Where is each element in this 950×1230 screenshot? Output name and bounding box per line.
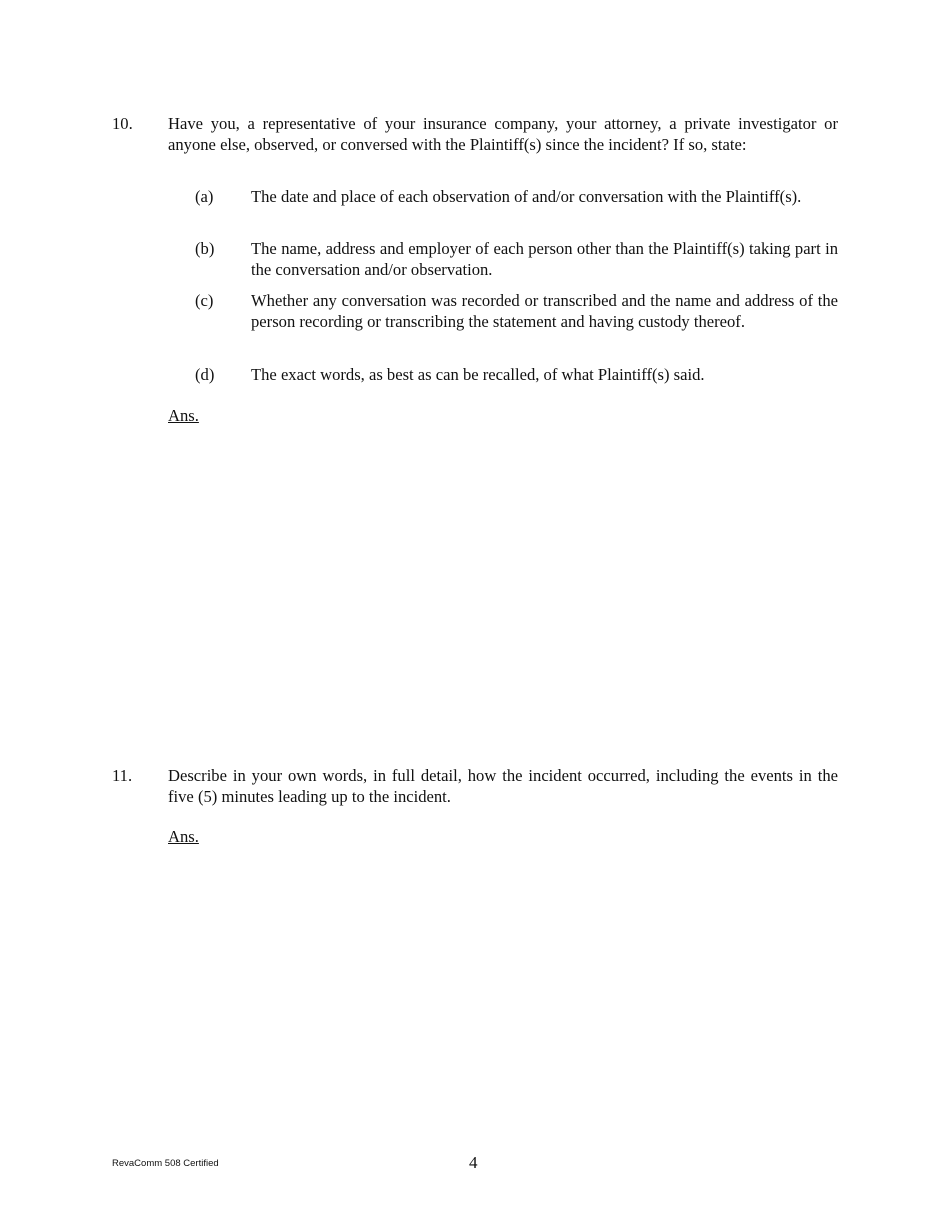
certification-footer: RevaComm 508 Certified xyxy=(112,1158,219,1169)
question-text: Describe in your own words, in full detail, how the incident occurred, including the events in the five (5) minutes leading up to the incident. xyxy=(168,766,838,806)
subitem-label: (a) xyxy=(195,187,214,206)
subitem-label: (d) xyxy=(195,365,215,384)
answer-label: Ans. xyxy=(168,406,199,425)
page-number: 4 xyxy=(469,1153,478,1172)
answer-label: Ans. xyxy=(168,827,199,846)
subitem-label: (c) xyxy=(195,291,214,310)
subitem-text: The name, address and employer of each person other than the Plaintiff(s) taking part in the conversation and/or observation. xyxy=(251,239,838,279)
subitem-text: Whether any conversation was recorded or transcribed and the name and address of the person recording or transcribing the statement and having custody thereof. xyxy=(251,291,838,331)
subitem-label: (b) xyxy=(195,239,215,258)
question-text: Have you, a representative of your insurance company, your attorney, a private investigator or anyone else, observed, or conversed with the Plaintiff(s) since the incident? If so, state: xyxy=(168,114,838,154)
subitem-text: The exact words, as best as can be recalled, of what Plaintiff(s) said. xyxy=(251,365,705,384)
question-number: 10. xyxy=(112,114,133,133)
question-number: 11. xyxy=(112,766,133,785)
subitem-text: The date and place of each observation of and/or conversation with the Plaintiff(s). xyxy=(251,187,802,206)
